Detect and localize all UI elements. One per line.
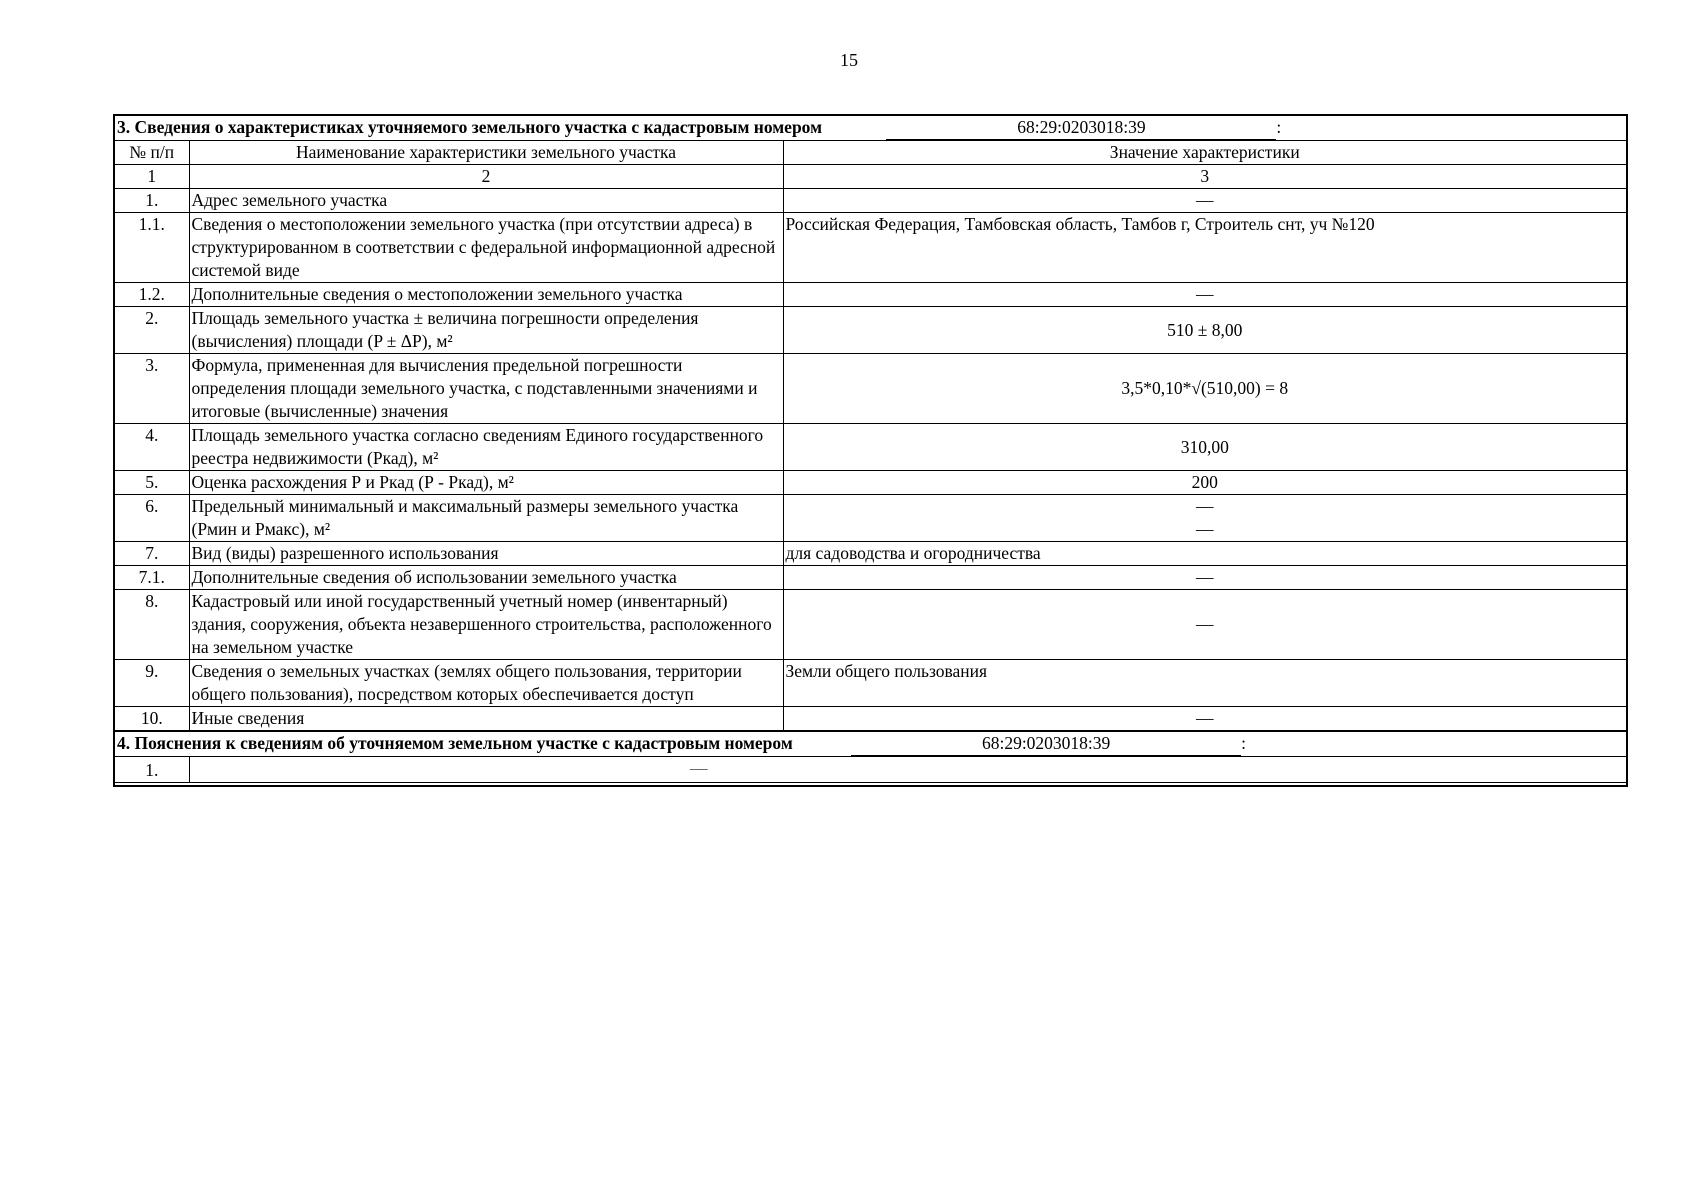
section-3-colon: :	[1276, 117, 1282, 137]
row-value: —	[783, 707, 1627, 732]
row-number: 2.	[114, 307, 189, 354]
row-value: —	[783, 189, 1627, 213]
row-number: 6.	[114, 495, 189, 542]
column-number-3: 3	[783, 165, 1627, 189]
row-name: Дополнительные сведения об использовании земельного участка	[189, 566, 783, 590]
table-row	[114, 189, 1627, 213]
row-value: Земли общего пользования	[783, 660, 1627, 707]
land-plot-characteristics-table	[113, 114, 1628, 787]
row-number: 4.	[114, 424, 189, 471]
row-value: для садоводства и огородничества	[783, 542, 1627, 566]
section-3-title-cell	[114, 115, 1627, 141]
section-3-header-row	[114, 115, 1627, 141]
table-row	[114, 542, 1627, 566]
max-size-value: —	[1196, 519, 1214, 539]
row-value	[783, 495, 1627, 542]
row-number: 5.	[114, 471, 189, 495]
table-row	[114, 495, 1627, 542]
row-number: 1.	[114, 189, 189, 213]
column-headers-row	[114, 141, 1627, 165]
header-number: № п/п	[114, 141, 189, 165]
section-4-cadastral-number: 68:29:0203018:39	[851, 732, 1241, 756]
row-name: Иные сведения	[189, 707, 783, 732]
row-name: Оценка расхождения Р и Ркад (Р - Ркад), м²	[189, 471, 783, 495]
row-name: Формула, примененная для вычисления предельной погрешности определения площади земельного участка, с подставленными значениями и итоговые (вычисленные) значения	[189, 354, 783, 424]
row-value: —	[783, 590, 1627, 660]
row-name: Предельный минимальный и максимальный размеры земельного участка (Рмин и Рмакс), м²	[189, 495, 783, 542]
table-row	[114, 424, 1627, 471]
row-value: —	[189, 757, 1627, 783]
row-value: —	[783, 283, 1627, 307]
section-4-title-cell	[114, 731, 1627, 757]
row-number: 10.	[114, 707, 189, 732]
row-number: 3.	[114, 354, 189, 424]
row-name: Вид (виды) разрешенного использования	[189, 542, 783, 566]
row-name: Площадь земельного участка ± величина погрешности определения (вычисления) площади (P ± ΔP), м²	[189, 307, 783, 354]
table-row	[114, 471, 1627, 495]
row-number: 1.1.	[114, 213, 189, 283]
table-row	[114, 307, 1627, 354]
row-value: 310,00	[783, 424, 1627, 471]
table-bottom-rule	[114, 783, 1627, 787]
row-value: Российская Федерация, Тамбовская область, Тамбов г, Строитель снт, уч №120	[783, 213, 1627, 283]
row-value: —	[783, 566, 1627, 590]
page-number: 15	[840, 50, 858, 70]
column-number-1: 1	[114, 165, 189, 189]
row-name: Дополнительные сведения о местоположении земельного участка	[189, 283, 783, 307]
column-numbers-row	[114, 165, 1627, 189]
table-row	[114, 566, 1627, 590]
section-4-title: 4. Пояснения к сведениям об уточняемом земельном участке с кадастровым номером	[117, 733, 793, 753]
table-row	[114, 354, 1627, 424]
row-number: 1.2.	[114, 283, 189, 307]
row-value: 510 ± 8,00	[783, 307, 1627, 354]
row-value: 200	[783, 471, 1627, 495]
bottom-rule-cell	[114, 783, 1627, 787]
row-number: 7.1.	[114, 566, 189, 590]
row-number: 9.	[114, 660, 189, 707]
table-row	[114, 707, 1627, 732]
table-row	[114, 590, 1627, 660]
row-name: Сведения о местоположении земельного участка (при отсутствии адреса) в структурированном в соответствии с федеральной информационной адресной системой виде	[189, 213, 783, 283]
min-size-value: —	[1196, 496, 1214, 516]
header-characteristic-name: Наименование характеристики земельного участка	[189, 141, 783, 165]
section-4-header-row	[114, 731, 1627, 757]
table-row	[114, 660, 1627, 707]
section-4-colon: :	[1241, 733, 1246, 753]
section-3-cadastral-number: 68:29:0203018:39	[886, 116, 1276, 140]
row-name: Кадастровый или иной государственный учетный номер (инвентарный) здания, сооружения, объекта незавершенного строительства, расположенного на земельном участке	[189, 590, 783, 660]
table-row	[114, 757, 1627, 783]
section-3-title: 3. Сведения о характеристиках уточняемого земельного участка с кадастровым номером	[117, 117, 823, 137]
row-number: 1.	[114, 757, 189, 783]
table-row	[114, 283, 1627, 307]
row-name: Адрес земельного участка	[189, 189, 783, 213]
row-name: Сведения о земельных участках (землях общего пользования, территории общего пользования), посредством которых обеспечивается доступ	[189, 660, 783, 707]
row-value: 3,5*0,10*√(510,00) = 8	[783, 354, 1627, 424]
column-number-2: 2	[189, 165, 783, 189]
table-row	[114, 213, 1627, 283]
row-number: 8.	[114, 590, 189, 660]
row-name: Площадь земельного участка согласно сведениям Единого государственного реестра недвижимости (Ркад), м²	[189, 424, 783, 471]
row-number: 7.	[114, 542, 189, 566]
header-characteristic-value: Значение характеристики	[783, 141, 1627, 165]
